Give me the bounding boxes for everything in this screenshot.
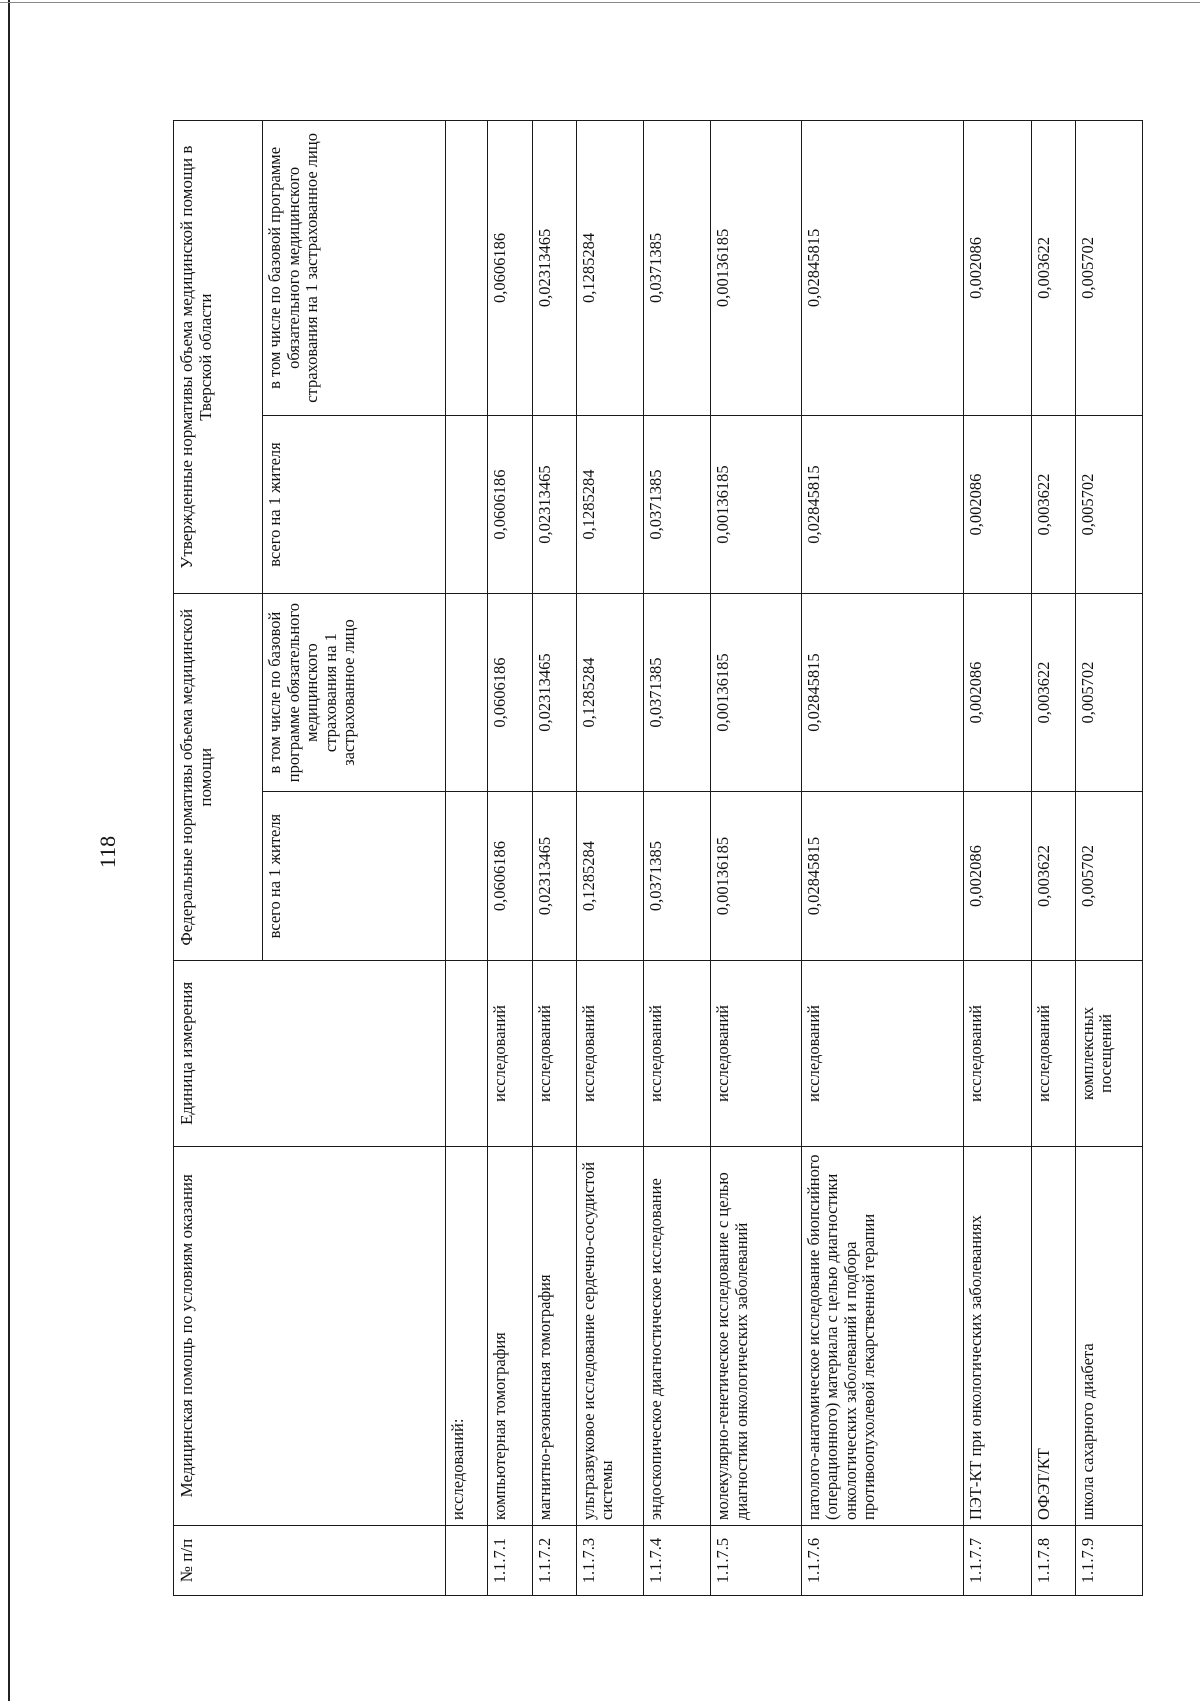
header-unit: Единица измерения xyxy=(174,961,446,1146)
row-unit: исследований xyxy=(488,961,532,1146)
row-regional-oms: 0,0606186 xyxy=(488,121,532,416)
header-regional-total: всего на 1 жителя xyxy=(263,415,445,593)
row-number: 1.1.7.1 xyxy=(488,1525,532,1595)
row-federal-total: 0,02313465 xyxy=(532,791,576,960)
row-regional-total: 0,1285284 xyxy=(576,415,643,593)
table-body xyxy=(488,121,1143,1596)
section-label: исследований: xyxy=(445,1146,488,1525)
table-row xyxy=(1031,121,1075,1596)
row-number: 1.1.7.4 xyxy=(643,1525,710,1595)
header-num: № п/п xyxy=(174,1525,446,1595)
row-regional-oms: 0,02845815 xyxy=(801,121,963,416)
header-federal: Федеральные нормативы объема медицинской помощи xyxy=(174,594,263,961)
section-num-cell xyxy=(445,1525,488,1595)
row-number: 1.1.7.3 xyxy=(576,1525,643,1595)
table-row xyxy=(576,121,643,1596)
row-unit: исследований xyxy=(711,961,802,1146)
row-name: эндоскопическое диагностическое исследование xyxy=(643,1146,710,1525)
row-regional-total: 0,02313465 xyxy=(532,415,576,593)
row-federal-total: 0,02845815 xyxy=(801,791,963,960)
row-regional-total: 0,02845815 xyxy=(801,415,963,593)
row-regional-total: 0,00136185 xyxy=(711,415,802,593)
row-unit: исследований xyxy=(964,961,1031,1146)
table-row xyxy=(1075,121,1142,1596)
scan-top-line xyxy=(0,2,1200,3)
rotated-page xyxy=(173,120,1143,1596)
row-number: 1.1.7.5 xyxy=(711,1525,802,1595)
row-number: 1.1.7.2 xyxy=(532,1525,576,1595)
row-number: 1.1.7.8 xyxy=(1031,1525,1075,1595)
row-federal-oms: 0,0606186 xyxy=(488,594,532,792)
row-unit: исследований xyxy=(576,961,643,1146)
row-name: ультразвуковое исследование сердечно-сосудистой системы xyxy=(576,1146,643,1525)
row-unit: исследований xyxy=(801,961,963,1146)
row-federal-oms: 0,005702 xyxy=(1075,594,1142,792)
row-federal-total: 0,1285284 xyxy=(576,791,643,960)
row-name: ПЭТ-КТ при онкологических заболеваниях xyxy=(964,1146,1031,1525)
row-name: компьютерная томография xyxy=(488,1146,532,1525)
row-federal-total: 0,002086 xyxy=(964,791,1031,960)
row-regional-oms: 0,003622 xyxy=(1031,121,1075,416)
row-number: 1.1.7.9 xyxy=(1075,1525,1142,1595)
row-regional-total: 0,003622 xyxy=(1031,415,1075,593)
section-r-total-cell xyxy=(445,415,488,593)
row-name: ОФЭТ/КТ xyxy=(1031,1146,1075,1525)
row-name: патолого-анатомическое исследование биопсийного (операционного) материала с целью диагностики онкологических заболеваний и подбора противоопухолевой лекарственной терапии xyxy=(801,1146,963,1525)
row-federal-oms: 0,02845815 xyxy=(801,594,963,792)
row-federal-oms: 0,003622 xyxy=(1031,594,1075,792)
row-federal-oms: 0,002086 xyxy=(964,594,1031,792)
table-row xyxy=(532,121,576,1596)
row-federal-oms: 0,0371385 xyxy=(643,594,710,792)
row-name: магнитно-резонансная томография xyxy=(532,1146,576,1525)
section-unit-cell xyxy=(445,961,488,1146)
header-name: Медицинская помощь по условиям оказания xyxy=(174,1146,446,1525)
row-regional-oms: 0,02313465 xyxy=(532,121,576,416)
row-regional-oms: 0,0371385 xyxy=(643,121,710,416)
row-federal-total: 0,0371385 xyxy=(643,791,710,960)
row-regional-total: 0,0371385 xyxy=(643,415,710,593)
row-unit: исследований xyxy=(532,961,576,1146)
section-r-oms-cell xyxy=(445,121,488,416)
header-regional: Утвержденные нормативы объема медицинской помощи в Тверской области xyxy=(174,121,263,594)
row-regional-oms: 0,002086 xyxy=(964,121,1031,416)
section-f-total-cell xyxy=(445,791,488,960)
row-federal-total: 0,005702 xyxy=(1075,791,1142,960)
table-row xyxy=(801,121,963,1596)
row-unit: исследований xyxy=(643,961,710,1146)
table-row xyxy=(643,121,710,1596)
row-regional-oms: 0,005702 xyxy=(1075,121,1142,416)
row-federal-total: 0,0606186 xyxy=(488,791,532,960)
table-row xyxy=(964,121,1031,1596)
row-federal-oms: 0,00136185 xyxy=(711,594,802,792)
row-regional-total: 0,005702 xyxy=(1075,415,1142,593)
header-federal-total: всего на 1 жителя xyxy=(263,791,445,960)
header-regional-oms: в том числе по базовой программе обязательного медицинского страхования на 1 застрахованное лицо xyxy=(263,121,445,416)
row-regional-total: 0,0606186 xyxy=(488,415,532,593)
table-row xyxy=(488,121,532,1596)
row-federal-total: 0,00136185 xyxy=(711,791,802,960)
norms-table xyxy=(173,120,1143,1596)
row-unit: исследований xyxy=(1031,961,1075,1146)
row-regional-oms: 0,1285284 xyxy=(576,121,643,416)
row-regional-oms: 0,00136185 xyxy=(711,121,802,416)
row-name: школа сахарного диабета xyxy=(1075,1146,1142,1525)
row-unit: комплексных посещений xyxy=(1075,961,1142,1146)
table-row xyxy=(711,121,802,1596)
row-number: 1.1.7.6 xyxy=(801,1525,963,1595)
page-number: 118 xyxy=(95,835,120,869)
row-number: 1.1.7.7 xyxy=(964,1525,1031,1595)
row-federal-total: 0,003622 xyxy=(1031,791,1075,960)
scan-edge-line xyxy=(8,0,10,1701)
row-federal-oms: 0,02313465 xyxy=(532,594,576,792)
row-regional-total: 0,002086 xyxy=(964,415,1031,593)
section-f-oms-cell xyxy=(445,594,488,792)
row-federal-oms: 0,1285284 xyxy=(576,594,643,792)
header-federal-oms: в том числе по базовой программе обязательного медицинского страхования на 1 застрахованное лицо xyxy=(263,594,445,792)
row-name: молекулярно-генетическое исследование с целью диагностики онкологических заболеваний xyxy=(711,1146,802,1525)
